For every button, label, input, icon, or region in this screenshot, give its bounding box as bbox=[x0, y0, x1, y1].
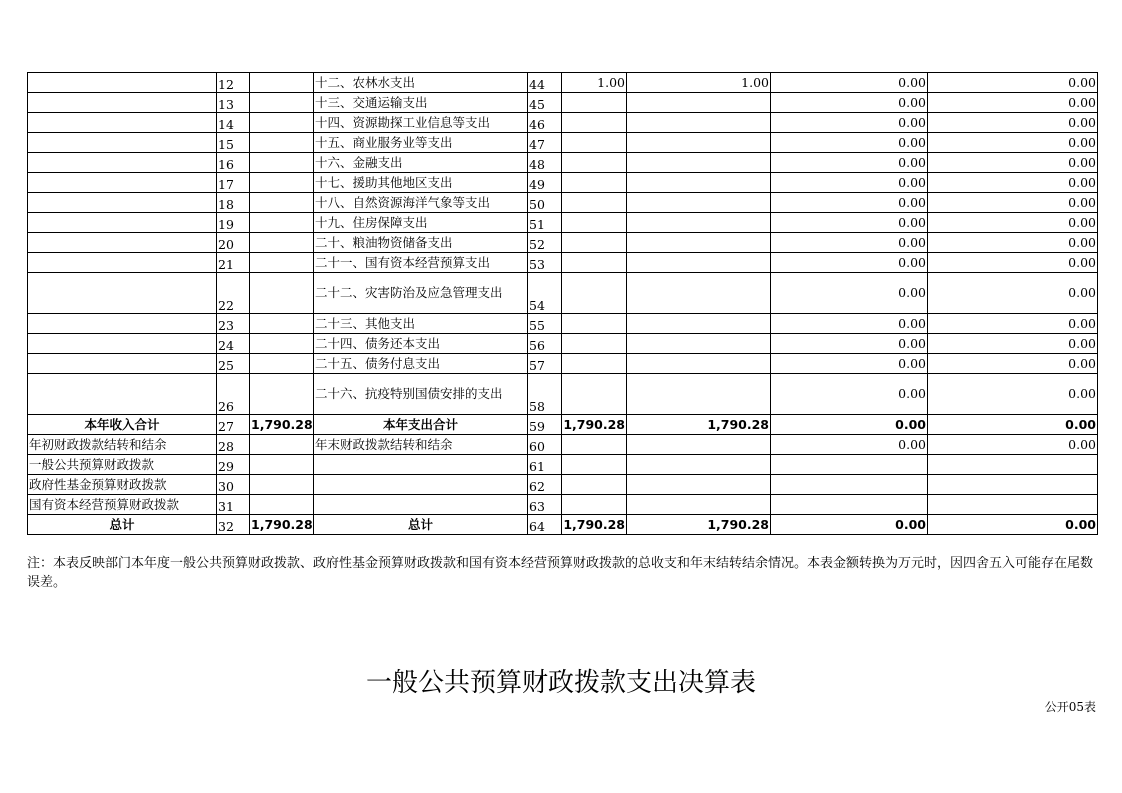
cell-c3: 0.00 bbox=[771, 73, 928, 93]
cell-right-idx: 54 bbox=[528, 273, 562, 314]
cell-c2 bbox=[627, 495, 771, 515]
cell-left-idx: 13 bbox=[217, 93, 250, 113]
cell-c3: 0.00 bbox=[771, 213, 928, 233]
cell-left-idx: 23 bbox=[217, 314, 250, 334]
cell-right-name: 十八、自然资源海洋气象等支出 bbox=[314, 193, 528, 213]
cell-c2 bbox=[627, 153, 771, 173]
cell-c3: 0.00 bbox=[771, 133, 928, 153]
cell-right-idx: 64 bbox=[528, 515, 562, 535]
cell-right-idx: 62 bbox=[528, 475, 562, 495]
cell-c1 bbox=[562, 435, 627, 455]
table-row bbox=[28, 113, 1098, 133]
cell-left-name: 总计 bbox=[28, 515, 217, 535]
cell-c1 bbox=[562, 133, 627, 153]
cell-c1 bbox=[562, 314, 627, 334]
cell-right-idx: 50 bbox=[528, 193, 562, 213]
cell-right-name: 十三、交通运输支出 bbox=[314, 93, 528, 113]
cell-left-idx: 31 bbox=[217, 495, 250, 515]
cell-left-idx: 20 bbox=[217, 233, 250, 253]
cell-right-name: 十五、商业服务业等支出 bbox=[314, 133, 528, 153]
cell-left-name bbox=[28, 173, 217, 193]
table-row bbox=[28, 435, 1098, 455]
cell-right-name: 二十、粮油物资储备支出 bbox=[314, 233, 528, 253]
cell-left-name bbox=[28, 273, 217, 314]
table-row bbox=[28, 153, 1098, 173]
cell-left-idx: 14 bbox=[217, 113, 250, 133]
cell-left-name bbox=[28, 354, 217, 374]
cell-left-idx: 22 bbox=[217, 273, 250, 314]
cell-left-name bbox=[28, 133, 217, 153]
cell-left-amt bbox=[250, 253, 314, 273]
cell-right-name: 本年支出合计 bbox=[314, 415, 528, 435]
table-note: 注：本表反映部门本年度一般公共预算财政拨款、政府性基金预算财政拨款和国有资本经营预算财政拨款的总收支和年末结转结余情况。本表金额转换为万元时，因四舍五入可能存在尾数误差。 bbox=[27, 556, 1094, 590]
cell-c2 bbox=[627, 93, 771, 113]
table-row bbox=[28, 73, 1098, 93]
cell-c1 bbox=[562, 334, 627, 354]
cell-right-idx: 59 bbox=[528, 415, 562, 435]
cell-c4: 0.00 bbox=[928, 233, 1098, 253]
table-row bbox=[28, 273, 1098, 314]
cell-c4: 0.00 bbox=[928, 213, 1098, 233]
cell-left-idx: 12 bbox=[217, 73, 250, 93]
cell-left-idx: 24 bbox=[217, 334, 250, 354]
cell-c4: 0.00 bbox=[928, 73, 1098, 93]
cell-c4: 0.00 bbox=[928, 133, 1098, 153]
form-code: 公开05表 bbox=[1044, 700, 1096, 714]
cell-c4: 0.00 bbox=[928, 415, 1098, 435]
cell-left-name bbox=[28, 374, 217, 415]
cell-right-idx: 55 bbox=[528, 314, 562, 334]
cell-left-name bbox=[28, 314, 217, 334]
cell-c3: 0.00 bbox=[771, 193, 928, 213]
cell-right-name: 十七、援助其他地区支出 bbox=[314, 173, 528, 193]
cell-right-name bbox=[314, 475, 528, 495]
cell-left-amt bbox=[250, 314, 314, 334]
cell-c1 bbox=[562, 233, 627, 253]
cell-left-amt bbox=[250, 354, 314, 374]
table-row bbox=[28, 314, 1098, 334]
cell-left-amt bbox=[250, 73, 314, 93]
cell-left-amt bbox=[250, 455, 314, 475]
cell-c2: 1,790.28 bbox=[627, 415, 771, 435]
cell-left-amt bbox=[250, 93, 314, 113]
cell-left-idx: 21 bbox=[217, 253, 250, 273]
cell-c1 bbox=[562, 213, 627, 233]
cell-c1 bbox=[562, 475, 627, 495]
cell-right-idx: 48 bbox=[528, 153, 562, 173]
cell-right-idx: 47 bbox=[528, 133, 562, 153]
cell-c2 bbox=[627, 475, 771, 495]
cell-right-idx: 57 bbox=[528, 354, 562, 374]
cell-c2 bbox=[627, 354, 771, 374]
table-row bbox=[28, 475, 1098, 495]
cell-c4: 0.00 bbox=[928, 93, 1098, 113]
cell-c2 bbox=[627, 455, 771, 475]
cell-c3: 0.00 bbox=[771, 314, 928, 334]
cell-right-name: 二十三、其他支出 bbox=[314, 314, 528, 334]
cell-left-amt bbox=[250, 133, 314, 153]
cell-left-amt bbox=[250, 113, 314, 133]
cell-c3: 0.00 bbox=[771, 93, 928, 113]
cell-c1 bbox=[562, 455, 627, 475]
cell-c1 bbox=[562, 354, 627, 374]
cell-left-name bbox=[28, 213, 217, 233]
cell-c4: 0.00 bbox=[928, 515, 1098, 535]
cell-right-idx: 53 bbox=[528, 253, 562, 273]
cell-c4: 0.00 bbox=[928, 435, 1098, 455]
cell-c2 bbox=[627, 435, 771, 455]
cell-right-name: 总计 bbox=[314, 515, 528, 535]
cell-left-idx: 30 bbox=[217, 475, 250, 495]
cell-c1 bbox=[562, 495, 627, 515]
cell-left-name: 国有资本经营预算财政拨款 bbox=[28, 495, 217, 515]
cell-left-amt bbox=[250, 334, 314, 354]
table-row bbox=[28, 253, 1098, 273]
cell-right-name: 二十二、灾害防治及应急管理支出 bbox=[314, 273, 528, 314]
cell-left-amt bbox=[250, 374, 314, 415]
cell-left-amt bbox=[250, 475, 314, 495]
cell-c4: 0.00 bbox=[928, 374, 1098, 415]
table-row bbox=[28, 133, 1098, 153]
cell-c1 bbox=[562, 253, 627, 273]
cell-right-idx: 44 bbox=[528, 73, 562, 93]
cell-right-idx: 51 bbox=[528, 213, 562, 233]
cell-left-name: 本年收入合计 bbox=[28, 415, 217, 435]
cell-left-idx: 25 bbox=[217, 354, 250, 374]
cell-c3: 0.00 bbox=[771, 233, 928, 253]
cell-left-amt bbox=[250, 193, 314, 213]
cell-right-name: 二十四、债务还本支出 bbox=[314, 334, 528, 354]
cell-left-amt: 1,790.28 bbox=[250, 415, 314, 435]
cell-c2 bbox=[627, 173, 771, 193]
cell-right-idx: 61 bbox=[528, 455, 562, 475]
cell-right-name: 年末财政拨款结转和结余 bbox=[314, 435, 528, 455]
cell-c4: 0.00 bbox=[928, 273, 1098, 314]
cell-c2 bbox=[627, 374, 771, 415]
cell-right-name: 十二、农林水支出 bbox=[314, 73, 528, 93]
cell-right-idx: 58 bbox=[528, 374, 562, 415]
cell-left-idx: 18 bbox=[217, 193, 250, 213]
cell-right-idx: 46 bbox=[528, 113, 562, 133]
cell-c2: 1.00 bbox=[627, 73, 771, 93]
cell-c2 bbox=[627, 233, 771, 253]
cell-c1 bbox=[562, 153, 627, 173]
table-row bbox=[28, 374, 1098, 415]
cell-c1 bbox=[562, 374, 627, 415]
cell-right-name bbox=[314, 455, 528, 475]
cell-left-name bbox=[28, 113, 217, 133]
cell-c2 bbox=[627, 314, 771, 334]
cell-left-idx: 28 bbox=[217, 435, 250, 455]
cell-left-amt bbox=[250, 213, 314, 233]
cell-c1 bbox=[562, 193, 627, 213]
cell-right-name: 二十五、债务付息支出 bbox=[314, 354, 528, 374]
table-row bbox=[28, 193, 1098, 213]
table-row bbox=[28, 93, 1098, 113]
table-row bbox=[28, 213, 1098, 233]
cell-left-name bbox=[28, 153, 217, 173]
cell-c1 bbox=[562, 113, 627, 133]
cell-c2 bbox=[627, 273, 771, 314]
cell-c4: 0.00 bbox=[928, 354, 1098, 374]
cell-c2 bbox=[627, 213, 771, 233]
cell-c4: 0.00 bbox=[928, 253, 1098, 273]
next-table-title: 一般公共预算财政拨款支出决算表 bbox=[365, 668, 756, 698]
cell-right-name: 十四、资源勘探工业信息等支出 bbox=[314, 113, 528, 133]
cell-c3: 0.00 bbox=[771, 153, 928, 173]
cell-c4: 0.00 bbox=[928, 173, 1098, 193]
cell-right-name: 十九、住房保障支出 bbox=[314, 213, 528, 233]
cell-c2: 1,790.28 bbox=[627, 515, 771, 535]
cell-c3: 0.00 bbox=[771, 113, 928, 133]
cell-right-idx: 49 bbox=[528, 173, 562, 193]
cell-c2 bbox=[627, 253, 771, 273]
cell-c1: 1,790.28 bbox=[562, 515, 627, 535]
cell-left-amt bbox=[250, 153, 314, 173]
cell-c4: 0.00 bbox=[928, 314, 1098, 334]
table-row bbox=[28, 455, 1098, 475]
cell-right-name: 十六、金融支出 bbox=[314, 153, 528, 173]
table-row bbox=[28, 233, 1098, 253]
cell-c3: 0.00 bbox=[771, 415, 928, 435]
cell-c3 bbox=[771, 455, 928, 475]
table-row bbox=[28, 334, 1098, 354]
cell-left-idx: 17 bbox=[217, 173, 250, 193]
cell-c4: 0.00 bbox=[928, 334, 1098, 354]
cell-left-name bbox=[28, 193, 217, 213]
table-row bbox=[28, 354, 1098, 374]
cell-left-name bbox=[28, 253, 217, 273]
cell-c3: 0.00 bbox=[771, 515, 928, 535]
cell-left-name: 一般公共预算财政拨款 bbox=[28, 455, 217, 475]
cell-c4 bbox=[928, 475, 1098, 495]
cell-left-name bbox=[28, 233, 217, 253]
cell-c3: 0.00 bbox=[771, 273, 928, 314]
cell-left-idx: 16 bbox=[217, 153, 250, 173]
cell-c1: 1,790.28 bbox=[562, 415, 627, 435]
cell-right-name: 二十一、国有资本经营预算支出 bbox=[314, 253, 528, 273]
table-row bbox=[28, 495, 1098, 515]
cell-c1 bbox=[562, 93, 627, 113]
cell-left-amt bbox=[250, 495, 314, 515]
cell-c4: 0.00 bbox=[928, 193, 1098, 213]
cell-left-idx: 27 bbox=[217, 415, 250, 435]
cell-left-name bbox=[28, 93, 217, 113]
cell-c3: 0.00 bbox=[771, 374, 928, 415]
table-row bbox=[28, 173, 1098, 193]
cell-left-amt bbox=[250, 435, 314, 455]
cell-left-name bbox=[28, 334, 217, 354]
cell-left-amt bbox=[250, 233, 314, 253]
cell-c4: 0.00 bbox=[928, 113, 1098, 133]
cell-left-idx: 19 bbox=[217, 213, 250, 233]
cell-right-idx: 60 bbox=[528, 435, 562, 455]
cell-left-idx: 32 bbox=[217, 515, 250, 535]
cell-c3: 0.00 bbox=[771, 334, 928, 354]
table-row bbox=[28, 415, 1098, 435]
cell-c3: 0.00 bbox=[771, 354, 928, 374]
table-row bbox=[28, 515, 1098, 535]
cell-right-idx: 56 bbox=[528, 334, 562, 354]
cell-c3: 0.00 bbox=[771, 435, 928, 455]
cell-right-name: 二十六、抗疫特别国债安排的支出 bbox=[314, 374, 528, 415]
cell-left-idx: 26 bbox=[217, 374, 250, 415]
cell-right-name bbox=[314, 495, 528, 515]
cell-left-amt bbox=[250, 173, 314, 193]
cell-right-idx: 52 bbox=[528, 233, 562, 253]
cell-c4 bbox=[928, 455, 1098, 475]
cell-c4: 0.00 bbox=[928, 153, 1098, 173]
cell-c2 bbox=[627, 334, 771, 354]
cell-left-amt: 1,790.28 bbox=[250, 515, 314, 535]
cell-right-idx: 63 bbox=[528, 495, 562, 515]
cell-left-name: 年初财政拨款结转和结余 bbox=[28, 435, 217, 455]
cell-c1: 1.00 bbox=[562, 73, 627, 93]
cell-left-name bbox=[28, 73, 217, 93]
cell-left-idx: 15 bbox=[217, 133, 250, 153]
cell-c1 bbox=[562, 173, 627, 193]
cell-c3 bbox=[771, 495, 928, 515]
cell-right-idx: 45 bbox=[528, 93, 562, 113]
cell-c3: 0.00 bbox=[771, 173, 928, 193]
cell-c1 bbox=[562, 273, 627, 314]
cell-c2 bbox=[627, 193, 771, 213]
cell-c4 bbox=[928, 495, 1098, 515]
cell-left-idx: 29 bbox=[217, 455, 250, 475]
cell-c3 bbox=[771, 475, 928, 495]
cell-c3: 0.00 bbox=[771, 253, 928, 273]
cell-c2 bbox=[627, 133, 771, 153]
cell-left-name: 政府性基金预算财政拨款 bbox=[28, 475, 217, 495]
budget-summary-table bbox=[27, 72, 1098, 535]
cell-c2 bbox=[627, 113, 771, 133]
cell-left-amt bbox=[250, 273, 314, 314]
